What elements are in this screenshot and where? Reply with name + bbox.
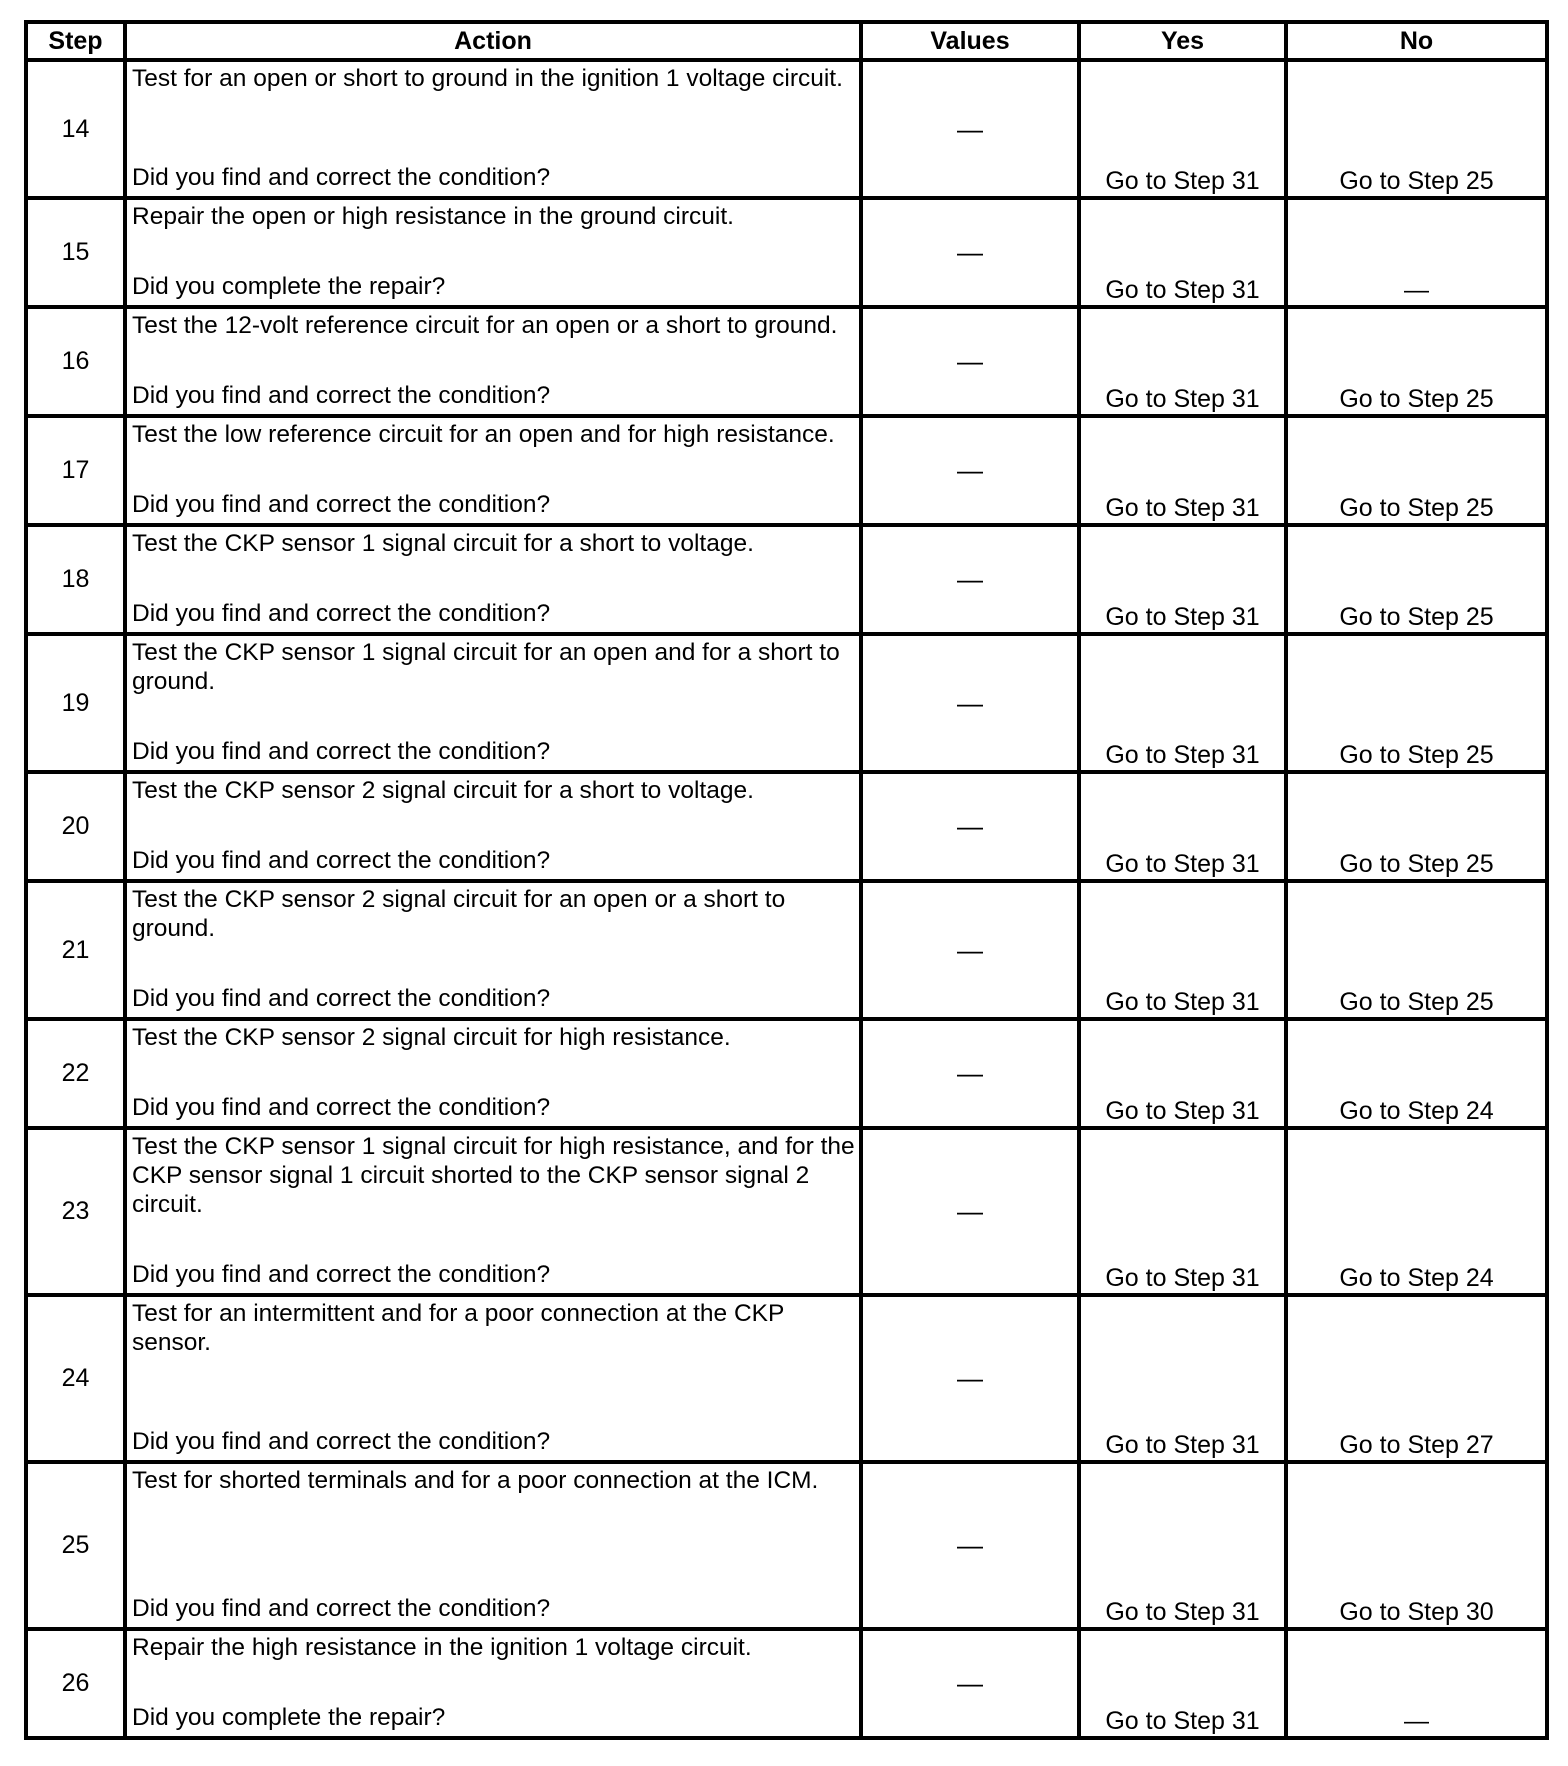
action-instruction: Repair the open or high resistance in the ground circuit.	[132, 203, 734, 230]
step-number: 22	[26, 1019, 125, 1128]
values-cell: —	[861, 772, 1079, 881]
no-cell: Go to Step 24	[1286, 1128, 1547, 1295]
values-cell: —	[861, 881, 1079, 1019]
values-cell: —	[861, 525, 1079, 634]
action-question: Did you find and correct the condition?	[132, 1428, 551, 1455]
values-cell: —	[861, 1295, 1079, 1462]
action-instruction: Test for an intermittent and for a poor connection at the CKP sensor.	[132, 1300, 784, 1356]
no-cell: Go to Step 30	[1286, 1462, 1547, 1629]
action-question: Did you complete the repair?	[132, 273, 446, 300]
values-cell: —	[861, 307, 1079, 416]
no-cell: Go to Step 25	[1286, 634, 1547, 772]
table-row	[26, 1019, 1547, 1128]
step-number: 17	[26, 416, 125, 525]
table-header-row	[26, 22, 1547, 60]
action-instruction: Repair the high resistance in the ignition 1 voltage circuit.	[132, 1634, 752, 1661]
no-cell: Go to Step 24	[1286, 1019, 1547, 1128]
yes-cell: Go to Step 31	[1079, 634, 1286, 772]
action-instruction: Test the CKP sensor 2 signal circuit for high resistance.	[132, 1024, 731, 1051]
step-number: 19	[26, 634, 125, 772]
no-cell: Go to Step 25	[1286, 525, 1547, 634]
action-question: Did you find and correct the condition?	[132, 738, 551, 765]
values-cell: —	[861, 416, 1079, 525]
no-cell: Go to Step 25	[1286, 881, 1547, 1019]
action-cell	[125, 1019, 861, 1128]
table-row	[26, 772, 1547, 881]
table-row	[26, 881, 1547, 1019]
action-cell	[125, 1629, 861, 1738]
action-cell	[125, 634, 861, 772]
yes-cell: Go to Step 31	[1079, 307, 1286, 416]
action-instruction: Test for shorted terminals and for a poor connection at the ICM.	[132, 1467, 819, 1494]
action-instruction: Test the low reference circuit for an open and for high resistance.	[132, 421, 835, 448]
step-number: 14	[26, 60, 125, 198]
action-question: Did you complete the repair?	[132, 1704, 446, 1731]
action-cell	[125, 1462, 861, 1629]
action-cell	[125, 1295, 861, 1462]
step-number: 23	[26, 1128, 125, 1295]
action-question: Did you find and correct the condition?	[132, 985, 551, 1012]
action-question: Did you find and correct the condition?	[132, 491, 551, 518]
step-number: 20	[26, 772, 125, 881]
action-cell	[125, 525, 861, 634]
action-question: Did you find and correct the condition?	[132, 847, 551, 874]
action-question: Did you find and correct the condition?	[132, 1094, 551, 1121]
step-number: 21	[26, 881, 125, 1019]
action-instruction: Test the CKP sensor 2 signal circuit for an open or a short to ground.	[132, 886, 786, 942]
yes-cell: Go to Step 31	[1079, 772, 1286, 881]
yes-cell: Go to Step 31	[1079, 525, 1286, 634]
table-row	[26, 198, 1547, 307]
action-question: Did you find and correct the condition?	[132, 1261, 551, 1288]
yes-cell: Go to Step 31	[1079, 881, 1286, 1019]
action-question: Did you find and correct the condition?	[132, 164, 551, 191]
header-action: Action	[125, 22, 861, 60]
action-instruction: Test the CKP sensor 1 signal circuit for an open and for a short to ground.	[132, 639, 840, 695]
action-cell	[125, 1128, 861, 1295]
no-cell: —	[1286, 1629, 1547, 1738]
step-number: 26	[26, 1629, 125, 1738]
no-cell: Go to Step 25	[1286, 416, 1547, 525]
step-number: 24	[26, 1295, 125, 1462]
header-step: Step	[26, 22, 125, 60]
yes-cell: Go to Step 31	[1079, 416, 1286, 525]
header-no: No	[1286, 22, 1547, 60]
table-row	[26, 525, 1547, 634]
action-instruction: Test the 12-volt reference circuit for an open or a short to ground.	[132, 312, 838, 339]
action-cell	[125, 881, 861, 1019]
yes-cell: Go to Step 31	[1079, 198, 1286, 307]
step-number: 25	[26, 1462, 125, 1629]
action-instruction: Test the CKP sensor 1 signal circuit for a short to voltage.	[132, 530, 754, 557]
yes-cell: Go to Step 31	[1079, 1629, 1286, 1738]
table-row	[26, 1462, 1547, 1629]
action-question: Did you find and correct the condition?	[132, 1595, 551, 1622]
yes-cell: Go to Step 31	[1079, 1462, 1286, 1629]
step-number: 15	[26, 198, 125, 307]
values-cell: —	[861, 1128, 1079, 1295]
step-number: 16	[26, 307, 125, 416]
no-cell: Go to Step 27	[1286, 1295, 1547, 1462]
no-cell: —	[1286, 198, 1547, 307]
header-yes: Yes	[1079, 22, 1286, 60]
action-instruction: Test the CKP sensor 1 signal circuit for high resistance, and for the CKP sensor signal 1 circuit shorted to the CKP sensor signal 2 circuit.	[132, 1133, 855, 1218]
action-cell	[125, 198, 861, 307]
table-row	[26, 60, 1547, 198]
yes-cell: Go to Step 31	[1079, 1019, 1286, 1128]
action-cell	[125, 772, 861, 881]
action-instruction: Test for an open or short to ground in the ignition 1 voltage circuit.	[132, 65, 843, 92]
values-cell: —	[861, 1462, 1079, 1629]
action-cell	[125, 307, 861, 416]
table-row	[26, 416, 1547, 525]
action-cell	[125, 60, 861, 198]
no-cell: Go to Step 25	[1286, 772, 1547, 881]
values-cell: —	[861, 60, 1079, 198]
yes-cell: Go to Step 31	[1079, 60, 1286, 198]
table-row	[26, 634, 1547, 772]
diagnostic-table-page	[24, 20, 1549, 1740]
table-row	[26, 307, 1547, 416]
header-values: Values	[861, 22, 1079, 60]
action-cell	[125, 416, 861, 525]
action-instruction: Test the CKP sensor 2 signal circuit for a short to voltage.	[132, 777, 754, 804]
diagnostic-table	[24, 20, 1549, 1740]
action-question: Did you find and correct the condition?	[132, 600, 551, 627]
values-cell: —	[861, 1019, 1079, 1128]
table-row	[26, 1295, 1547, 1462]
yes-cell: Go to Step 31	[1079, 1295, 1286, 1462]
values-cell: —	[861, 198, 1079, 307]
no-cell: Go to Step 25	[1286, 307, 1547, 416]
yes-cell: Go to Step 31	[1079, 1128, 1286, 1295]
step-number: 18	[26, 525, 125, 634]
values-cell: —	[861, 634, 1079, 772]
action-question: Did you find and correct the condition?	[132, 382, 551, 409]
table-row	[26, 1629, 1547, 1738]
no-cell: Go to Step 25	[1286, 60, 1547, 198]
table-row	[26, 1128, 1547, 1295]
values-cell: —	[861, 1629, 1079, 1738]
